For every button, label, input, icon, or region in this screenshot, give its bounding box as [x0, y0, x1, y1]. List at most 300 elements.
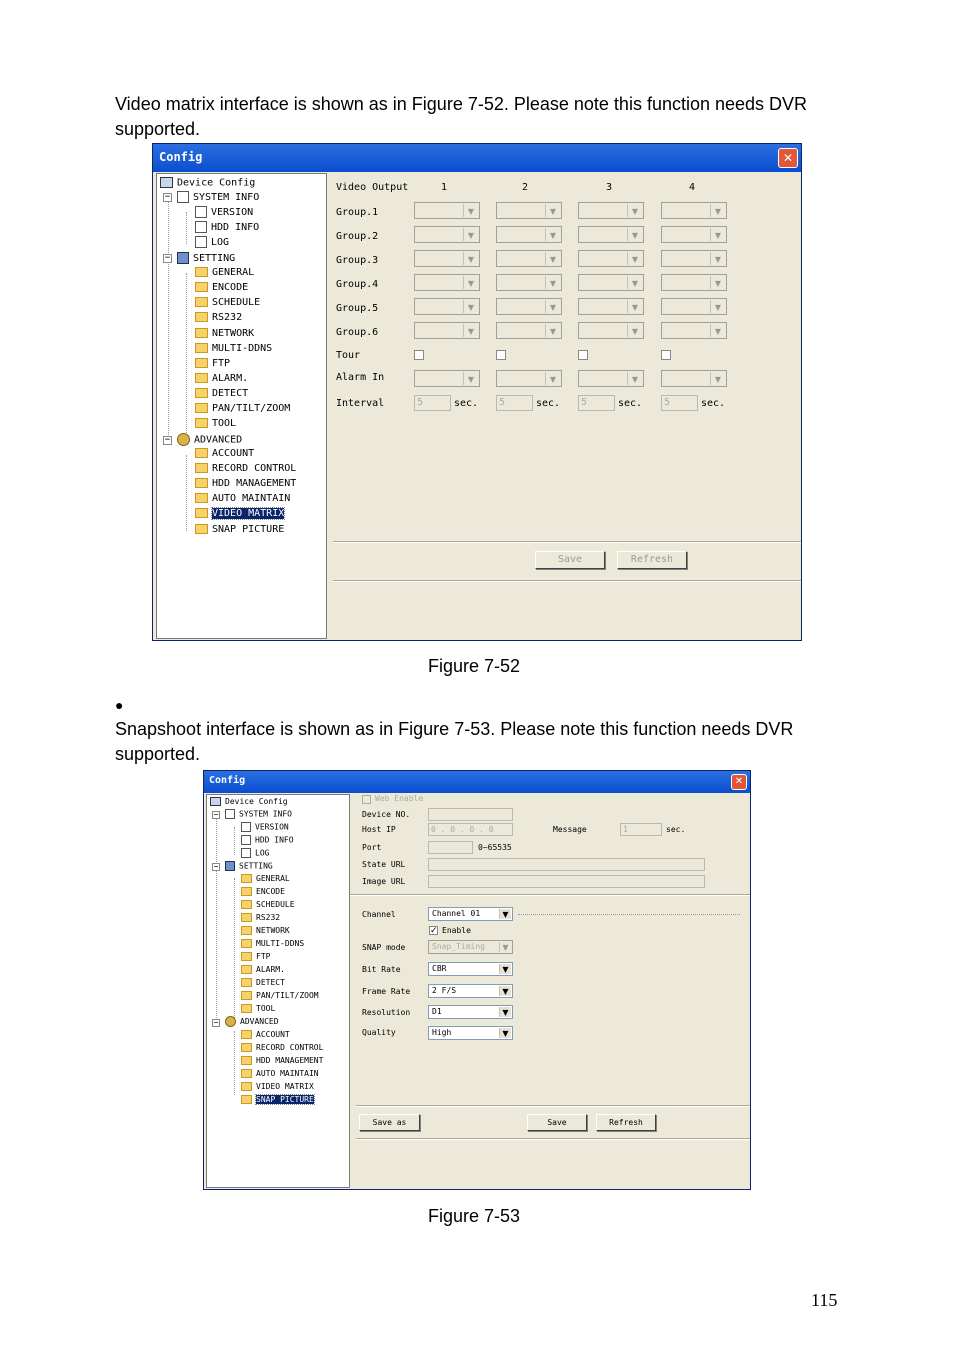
group-2-output-4-select[interactable]	[661, 226, 727, 243]
quality-select[interactable]	[428, 1026, 513, 1040]
tree-item-encode[interactable]	[195, 282, 248, 293]
config-window-snap-picture	[203, 770, 751, 1190]
enable-label: Enable	[442, 926, 471, 935]
title-bar	[204, 771, 750, 793]
tree-label: RECORD CONTROL	[256, 1043, 324, 1052]
chevron-down-icon: ▼	[710, 324, 725, 337]
tree-label: FTP	[256, 952, 271, 961]
tree-label: HDD INFO	[255, 835, 294, 845]
tree-item-snap-picture[interactable]	[241, 1095, 314, 1104]
tree-item-schedule[interactable]	[195, 297, 260, 308]
output-number-3: 3	[606, 182, 613, 193]
save-button[interactable]: Save	[527, 1114, 587, 1131]
tree-label: SETTING	[193, 253, 236, 264]
tree-label: SYSTEM INFO	[239, 809, 292, 819]
interval-sec-label-1: sec.	[454, 398, 479, 409]
notepad-icon	[177, 191, 189, 203]
resolution-label: Resolution	[362, 1008, 411, 1017]
computer-icon	[160, 177, 173, 188]
tree-label: GENERAL	[256, 874, 290, 883]
notepad-icon	[225, 809, 235, 819]
web-enable-checkbox[interactable]	[362, 795, 371, 804]
tree-item-account[interactable]	[241, 1030, 290, 1039]
chevron-down-icon: ▼	[627, 228, 642, 241]
frame-rate-value: 2 F/S	[432, 986, 457, 995]
channel-label: Channel	[362, 910, 396, 919]
resolution-select[interactable]	[428, 1005, 513, 1019]
page-number: 115	[811, 1290, 838, 1310]
separator	[333, 541, 801, 543]
group-4-output-2-select[interactable]	[496, 274, 562, 291]
bit-rate-value: CBR	[432, 964, 447, 973]
tree-item-account[interactable]	[195, 448, 254, 459]
group-1-output-1-select[interactable]	[414, 202, 480, 219]
tree-label: NETWORK	[256, 926, 290, 935]
tour-checkbox-1[interactable]	[414, 350, 424, 360]
notepad-icon	[195, 236, 207, 248]
chevron-down-icon: ▼	[627, 300, 642, 313]
figure-caption-1: Figure 7-52	[428, 656, 521, 676]
interval-sec-label-4: sec.	[701, 398, 726, 409]
host-ip-input[interactable]: 0 . 0 . 0 . 0	[428, 823, 513, 836]
collapse-setting[interactable]: −	[213, 862, 219, 871]
quality-label: Quality	[362, 1028, 396, 1037]
frame-rate-select[interactable]	[428, 984, 513, 998]
alarm-in-3-select[interactable]	[578, 370, 644, 387]
chevron-down-icon: ▼	[545, 252, 560, 265]
chevron-down-icon: ▼	[545, 300, 560, 313]
chevron-down-icon: ▼	[499, 909, 511, 919]
port-input[interactable]	[428, 841, 473, 854]
group-5-output-4-select[interactable]	[661, 298, 727, 315]
notepad-icon	[241, 848, 251, 858]
open-folder-icon	[241, 1095, 252, 1104]
collapse-advanced[interactable]: −	[213, 1018, 219, 1027]
frame-rate-label: Frame Rate	[362, 987, 411, 996]
refresh-button[interactable]: Refresh	[596, 1114, 656, 1131]
intro-paragraph-2: Snapshoot interface is shown as in Figure 7-53. Please note this function needs DVR supported.	[115, 719, 794, 764]
tree-item-version[interactable]	[241, 822, 289, 832]
tree-label: ACCOUNT	[256, 1030, 290, 1039]
tree-item-snap-picture[interactable]	[195, 524, 284, 535]
notepad-icon	[195, 221, 207, 233]
tree-item-ftp[interactable]	[195, 358, 230, 369]
folder-icon	[241, 965, 252, 974]
chevron-down-icon: ▼	[499, 1028, 511, 1038]
tree-label: RECORD CONTROL	[212, 463, 297, 474]
tree-item-hdd-management[interactable]	[241, 1056, 323, 1065]
tour-checkbox-3[interactable]	[578, 350, 588, 360]
folder-icon	[195, 282, 208, 292]
folder-icon	[195, 267, 208, 277]
tree-item-advanced[interactable]	[177, 433, 242, 446]
window-title: Config	[209, 775, 246, 786]
tree-item-version[interactable]	[195, 206, 253, 218]
tree-item-network[interactable]	[241, 926, 290, 935]
alarm-in-2-select[interactable]	[496, 370, 562, 387]
separator	[350, 894, 750, 896]
group-6-output-4-select[interactable]	[661, 322, 727, 339]
chevron-down-icon: ▼	[710, 252, 725, 265]
output-number-2: 2	[522, 182, 529, 193]
group-2-output-3-select[interactable]	[578, 226, 644, 243]
tree-item-general[interactable]	[195, 267, 254, 278]
folder-icon	[241, 887, 252, 896]
folder-icon	[195, 297, 208, 307]
tree-label: MULTI-DDNS	[212, 343, 273, 354]
refresh-button[interactable]: Refresh	[617, 551, 687, 569]
folder-icon	[241, 1082, 252, 1091]
tree-label: NETWORK	[212, 328, 255, 339]
tree-item-auto-maintain[interactable]	[195, 493, 290, 504]
folder-icon	[195, 373, 208, 383]
tree-item-setting[interactable]	[177, 252, 235, 264]
chevron-down-icon: ▼	[463, 372, 478, 385]
output-number-1: 1	[441, 182, 448, 193]
notepad-icon	[195, 206, 207, 218]
tree-item-tool[interactable]	[241, 1004, 275, 1013]
chevron-down-icon: ▼	[499, 986, 511, 996]
folder-icon	[241, 874, 252, 883]
chevron-down-icon: ▼	[463, 276, 478, 289]
interval-label: Interval	[336, 398, 385, 409]
tree-item-hdd-info[interactable]	[241, 835, 294, 845]
folder-icon	[195, 418, 208, 428]
group-1-output-2-select[interactable]	[496, 202, 562, 219]
group-label-1: Group.1	[336, 207, 379, 218]
tools-icon	[177, 252, 189, 264]
interval-input-4[interactable]: 5	[661, 395, 698, 411]
folder-icon	[195, 493, 208, 503]
chevron-down-icon: ▼	[710, 228, 725, 241]
message-input[interactable]: 1	[620, 823, 662, 836]
bullet-mark: ●	[115, 697, 124, 713]
folder-icon	[241, 1056, 252, 1065]
folder-icon	[241, 913, 252, 922]
chevron-down-icon: ▼	[463, 324, 478, 337]
message-sec-label: sec.	[666, 825, 686, 834]
chevron-down-icon: ▼	[463, 252, 478, 265]
tree-label: ENCODE	[212, 282, 249, 293]
interval-input-3[interactable]: 5	[578, 395, 615, 411]
chevron-down-icon: ▼	[627, 204, 642, 217]
tree-label: ADVANCED	[240, 1017, 279, 1026]
collapse-system-info[interactable]: −	[213, 810, 219, 819]
chevron-down-icon: ▼	[463, 300, 478, 313]
group-4-output-4-select[interactable]	[661, 274, 727, 291]
folder-icon	[241, 952, 252, 961]
tree-item-video-matrix[interactable]	[241, 1082, 314, 1091]
tree-label: PAN/TILT/ZOOM	[256, 991, 319, 1000]
folder-icon	[241, 1004, 252, 1013]
quality-value: High	[432, 1028, 452, 1037]
folder-icon	[195, 524, 208, 534]
group-6-output-2-select[interactable]	[496, 322, 562, 339]
tree-item-rs232[interactable]	[195, 312, 242, 323]
port-label: Port	[362, 843, 382, 852]
tree-item-system-info[interactable]	[177, 191, 259, 203]
folder-icon	[195, 358, 208, 368]
video-matrix-panel	[327, 173, 801, 639]
tree-label: RS232	[212, 312, 243, 323]
tree-label: ADVANCED	[194, 434, 243, 446]
folder-icon	[241, 1043, 252, 1052]
group-3-output-3-select[interactable]	[578, 250, 644, 267]
tree-item-encode[interactable]	[241, 887, 285, 896]
group-3-output-4-select[interactable]	[661, 250, 727, 267]
close-button[interactable]: ✕	[731, 774, 747, 790]
resolution-value: D1	[432, 1007, 442, 1016]
tree-item-multi-ddns[interactable]	[241, 939, 304, 948]
gears-icon	[177, 433, 190, 446]
host-ip-label: Host IP	[362, 825, 396, 834]
message-label: Message	[553, 825, 587, 834]
group-5-output-1-select[interactable]	[414, 298, 480, 315]
computer-icon	[210, 797, 221, 806]
config-tree	[156, 173, 327, 639]
alarm-in-4-select[interactable]	[661, 370, 727, 387]
separator	[356, 1138, 750, 1140]
separator	[333, 580, 801, 582]
tools-icon	[225, 861, 235, 871]
folder-icon	[195, 343, 208, 353]
tree-item-tool[interactable]	[195, 418, 236, 429]
tree-label: VERSION	[211, 207, 254, 218]
tour-label: Tour	[336, 350, 361, 361]
folder-icon	[241, 900, 252, 909]
notepad-icon	[241, 835, 251, 845]
output-number-4: 4	[689, 182, 696, 193]
tree-label: ACCOUNT	[212, 448, 255, 459]
chevron-down-icon: ▼	[545, 324, 560, 337]
tree-label: HDD MANAGEMENT	[256, 1056, 324, 1065]
image-url-input[interactable]	[428, 875, 705, 888]
alarm-in-label: Alarm In	[336, 372, 385, 383]
tree-item-record-control[interactable]	[195, 463, 296, 474]
interval-input-2[interactable]: 5	[496, 395, 533, 411]
chevron-down-icon: ▼	[545, 228, 560, 241]
tree-item-record-control[interactable]	[241, 1043, 323, 1052]
snap-picture-panel	[350, 794, 750, 1188]
tree-label: DETECT	[212, 388, 249, 399]
tree-item-schedule[interactable]	[241, 900, 295, 909]
state-url-label: State URL	[362, 860, 406, 869]
folder-icon	[241, 1030, 252, 1039]
group-4-output-3-select[interactable]	[578, 274, 644, 291]
collapse-setting[interactable]: −	[164, 253, 171, 263]
tree-label: SETTING	[239, 861, 273, 871]
title-bar	[153, 144, 801, 172]
folder-icon	[241, 978, 252, 987]
tree-item-multi-ddns[interactable]	[195, 343, 272, 354]
tree-label: SCHEDULE	[256, 900, 295, 909]
group-1-output-3-select[interactable]	[578, 202, 644, 219]
tree-label: LOG	[211, 237, 230, 248]
chevron-down-icon: ▼	[499, 1007, 511, 1017]
intro-paragraph-1: Video matrix interface is shown as in Figure 7-52. Please note this function needs DVR supported.	[115, 94, 808, 139]
tree-label: SYSTEM INFO	[193, 192, 260, 203]
config-window-video-matrix	[152, 143, 802, 641]
tree-item-ptz[interactable]	[241, 991, 319, 1000]
group-label-2: Group.2	[336, 231, 379, 242]
video-output-label: Video Output	[336, 182, 409, 193]
tree-item-alarm[interactable]	[195, 373, 248, 384]
tree-item-network[interactable]	[195, 328, 254, 339]
tree-label: PAN/TILT/ZOOM	[212, 403, 291, 414]
group-6-output-1-select[interactable]	[414, 322, 480, 339]
group-1-output-4-select[interactable]	[661, 202, 727, 219]
tree-label: TOOL	[212, 418, 237, 429]
tour-checkbox-4[interactable]	[661, 350, 671, 360]
tree-label: ALARM.	[256, 965, 285, 974]
tree-label: AUTO MAINTAIN	[212, 493, 291, 504]
channel-select[interactable]	[428, 907, 513, 921]
tree-item-hdd-info[interactable]	[195, 221, 259, 233]
tree-item-video-matrix[interactable]	[195, 508, 284, 519]
group-label-5: Group.5	[336, 303, 379, 314]
interval-input-1[interactable]: 5	[414, 395, 451, 411]
image-url-label: Image URL	[362, 877, 406, 886]
tree-label: ALARM.	[212, 373, 249, 384]
folder-icon	[195, 312, 208, 322]
tree-root-label: Device Config	[225, 797, 288, 806]
tree-item-log[interactable]	[241, 848, 269, 858]
tree-item-ptz[interactable]	[195, 403, 290, 414]
tree-item-hdd-management[interactable]	[195, 478, 296, 489]
group-4-output-1-select[interactable]	[414, 274, 480, 291]
group-5-output-3-select[interactable]	[578, 298, 644, 315]
collapse-advanced[interactable]: −	[164, 435, 171, 445]
config-tree	[206, 794, 350, 1188]
device-no-label: Device NO.	[362, 810, 411, 819]
chevron-down-icon: ▼	[627, 324, 642, 337]
folder-icon	[195, 328, 208, 338]
save-button[interactable]: Save	[535, 551, 605, 569]
tree-label-selected: VIDEO MATRIX	[212, 508, 285, 519]
tree-item-log[interactable]	[195, 236, 229, 248]
chevron-down-icon: ▼	[710, 372, 725, 385]
folder-icon	[195, 388, 208, 398]
gears-icon	[225, 1016, 236, 1027]
tree-item-auto-maintain[interactable]	[241, 1069, 319, 1078]
bit-rate-select[interactable]	[428, 962, 513, 976]
interval-sec-label-2: sec.	[536, 398, 561, 409]
tree-item-detect[interactable]	[241, 978, 285, 987]
tree-item-setting[interactable]	[225, 861, 273, 871]
group-3-output-2-select[interactable]	[496, 250, 562, 267]
chevron-down-icon: ▼	[499, 964, 511, 974]
alarm-in-1-select[interactable]	[414, 370, 480, 387]
bit-rate-label: Bit Rate	[362, 965, 401, 974]
tree-label: ENCODE	[256, 887, 285, 896]
tree-label: HDD INFO	[211, 222, 260, 233]
web-enable-label: Web Enable	[375, 794, 424, 803]
chevron-down-icon: ▼	[545, 276, 560, 289]
folder-icon	[241, 1069, 252, 1078]
snap-mode-select[interactable]	[428, 940, 513, 954]
enable-checkbox[interactable]: ✓	[430, 926, 438, 936]
tour-checkbox-2[interactable]	[496, 350, 506, 360]
channel-value: Channel 01	[432, 909, 481, 918]
tree-label: DETECT	[256, 978, 285, 987]
tree-label: RS232	[256, 913, 281, 922]
tree-label: FTP	[212, 358, 231, 369]
folder-icon	[195, 463, 208, 473]
folder-icon	[241, 926, 252, 935]
tree-label: VERSION	[255, 822, 289, 832]
port-range-label: 0~65535	[478, 843, 512, 852]
tree-label: HDD MANAGEMENT	[212, 478, 297, 489]
figure-caption-2: Figure 7-53	[428, 1206, 521, 1226]
tree-item-advanced[interactable]	[225, 1016, 279, 1027]
open-folder-icon	[195, 508, 208, 518]
tree-item-general[interactable]	[241, 874, 290, 883]
chevron-down-icon: ▼	[545, 204, 560, 217]
group-2-output-2-select[interactable]	[496, 226, 562, 243]
group-2-output-1-select[interactable]	[414, 226, 480, 243]
tree-root[interactable]	[160, 177, 255, 189]
collapse-system-info[interactable]: −	[164, 192, 171, 202]
chevron-down-icon: ▼	[463, 228, 478, 241]
chevron-down-icon: ▼	[545, 372, 560, 385]
tree-root[interactable]	[210, 797, 288, 806]
window-title: Config	[159, 150, 203, 164]
tree-label: AUTO MAINTAIN	[256, 1069, 319, 1078]
tree-item-alarm[interactable]	[241, 965, 285, 974]
close-button[interactable]: ✕	[778, 148, 798, 168]
separator	[356, 1105, 750, 1107]
tree-item-ftp[interactable]	[241, 952, 270, 961]
interval-sec-label-3: sec.	[618, 398, 643, 409]
chevron-down-icon: ▼	[710, 276, 725, 289]
device-no-input[interactable]	[428, 808, 513, 821]
tree-label-selected: SNAP PICTURE	[256, 1095, 314, 1104]
notepad-icon	[241, 822, 251, 832]
folder-icon	[241, 939, 252, 948]
tree-label: SNAP PICTURE	[212, 524, 285, 535]
group-5-output-2-select[interactable]	[496, 298, 562, 315]
folder-icon	[195, 478, 208, 488]
chevron-down-icon: ▼	[710, 300, 725, 313]
state-url-input[interactable]	[428, 858, 705, 871]
folder-icon	[241, 991, 252, 1000]
save-as-button[interactable]: Save as	[359, 1114, 420, 1131]
chevron-down-icon: ▼	[463, 204, 478, 217]
tree-label: TOOL	[256, 1004, 276, 1013]
snap-mode-value: Snap_Timing	[432, 942, 485, 951]
folder-icon	[195, 448, 208, 458]
tree-label: VIDEO MATRIX	[256, 1082, 314, 1091]
group-label-4: Group.4	[336, 279, 379, 290]
chevron-down-icon: ▼	[710, 204, 725, 217]
group-label-6: Group.6	[336, 327, 379, 338]
group-3-output-1-select[interactable]	[414, 250, 480, 267]
chevron-down-icon: ▼	[627, 252, 642, 265]
tree-label: SCHEDULE	[212, 297, 261, 308]
group-6-output-3-select[interactable]	[578, 322, 644, 339]
chevron-down-icon: ▼	[627, 276, 642, 289]
tree-item-system-info[interactable]	[225, 809, 292, 819]
group-label-3: Group.3	[336, 255, 379, 266]
tree-item-detect[interactable]	[195, 388, 248, 399]
chevron-down-icon: ▼	[499, 942, 511, 952]
tree-root-label: Device Config	[177, 177, 256, 189]
snap-mode-label: SNAP mode	[362, 943, 406, 952]
folder-icon	[195, 403, 208, 413]
tree-item-rs232[interactable]	[241, 913, 280, 922]
tree-label: LOG	[255, 848, 270, 858]
tree-label: MULTI-DDNS	[256, 939, 305, 948]
